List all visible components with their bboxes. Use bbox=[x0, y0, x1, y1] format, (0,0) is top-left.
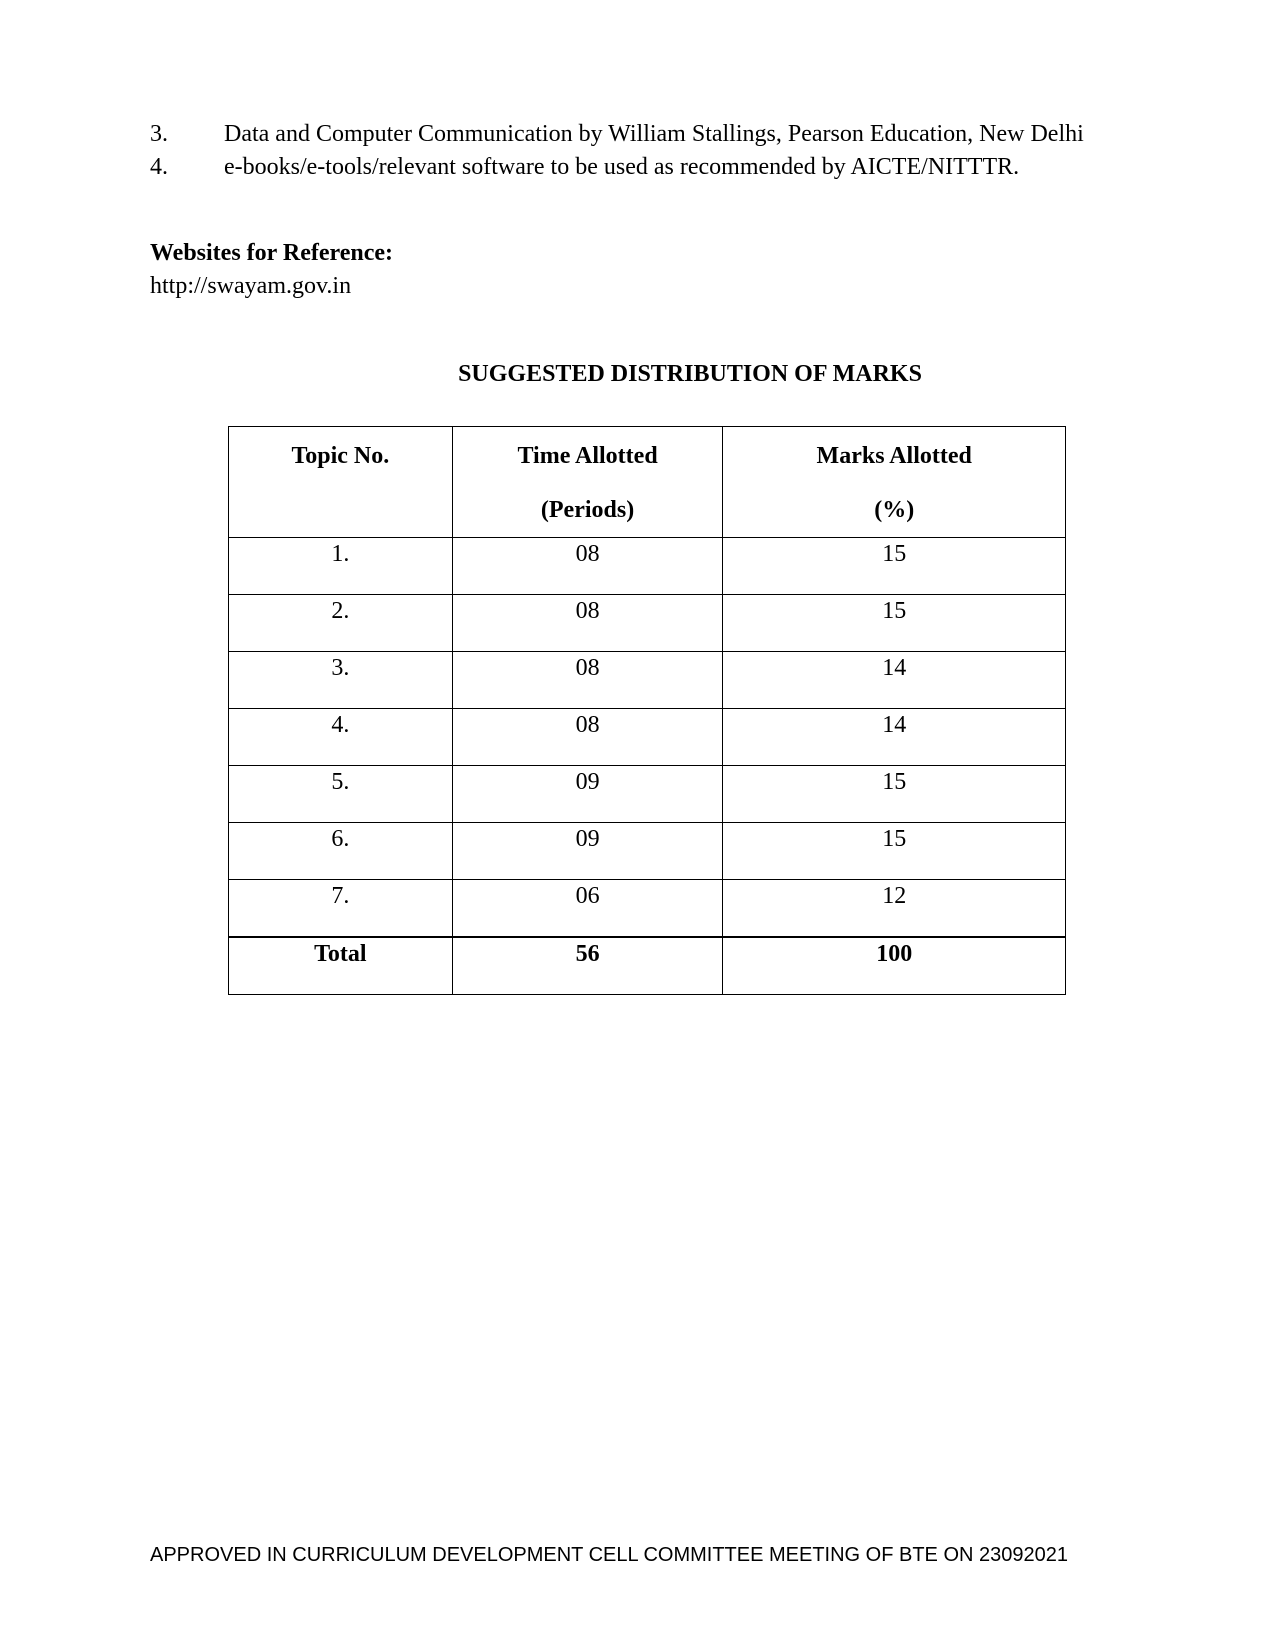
total-time: 56 bbox=[452, 937, 723, 995]
websites-heading: Websites for Reference: bbox=[150, 240, 394, 266]
cell-topic: 1. bbox=[229, 538, 453, 595]
cell-topic: 3. bbox=[229, 652, 453, 709]
header-line: Marks Allotted bbox=[816, 443, 972, 469]
table-row bbox=[229, 880, 1066, 938]
header-line: Time Allotted bbox=[517, 443, 658, 469]
header-topic-no bbox=[229, 427, 453, 538]
marks-distribution-table bbox=[228, 426, 1066, 995]
total-label: Total bbox=[229, 937, 453, 995]
cell-marks: 15 bbox=[723, 823, 1066, 880]
header-line: Topic No. bbox=[291, 443, 390, 469]
cell-time: 08 bbox=[452, 652, 723, 709]
cell-marks: 15 bbox=[723, 766, 1066, 823]
website-link[interactable]: http://swayam.gov.in bbox=[150, 273, 352, 299]
cell-marks: 12 bbox=[723, 880, 1066, 938]
header-line: (%) bbox=[874, 497, 915, 523]
table-row bbox=[229, 652, 1066, 709]
cell-marks: 15 bbox=[723, 595, 1066, 652]
cell-marks: 14 bbox=[723, 652, 1066, 709]
cell-time: 08 bbox=[452, 595, 723, 652]
reference-text: e-books/e-tools/relevant software to be used as recommended by AICTE/NITTTR. bbox=[224, 154, 1020, 180]
table-row bbox=[229, 538, 1066, 595]
total-marks: 100 bbox=[723, 937, 1066, 995]
reference-number: 3. bbox=[150, 121, 168, 147]
table-row bbox=[229, 595, 1066, 652]
table-header-row bbox=[229, 427, 1066, 538]
cell-time: 08 bbox=[452, 709, 723, 766]
reference-number: 4. bbox=[150, 154, 168, 180]
cell-topic: 6. bbox=[229, 823, 453, 880]
reference-item bbox=[150, 118, 1084, 151]
header-marks-allotted bbox=[723, 427, 1066, 538]
reference-list bbox=[150, 118, 1084, 184]
table-row bbox=[229, 766, 1066, 823]
cell-marks: 14 bbox=[723, 709, 1066, 766]
reference-text: Data and Computer Communication by William Stallings, Pearson Education, New Delhi bbox=[224, 121, 1084, 147]
reference-item bbox=[150, 151, 1084, 184]
cell-marks: 15 bbox=[723, 538, 1066, 595]
cell-topic: 2. bbox=[229, 595, 453, 652]
cell-topic: 4. bbox=[229, 709, 453, 766]
cell-time: 09 bbox=[452, 823, 723, 880]
table-row bbox=[229, 823, 1066, 880]
table-title: SUGGESTED DISTRIBUTION OF MARKS bbox=[458, 361, 922, 387]
header-time-allotted bbox=[452, 427, 723, 538]
table-row bbox=[229, 709, 1066, 766]
cell-topic: 7. bbox=[229, 880, 453, 938]
cell-topic: 5. bbox=[229, 766, 453, 823]
cell-time: 06 bbox=[452, 880, 723, 938]
header-line: (Periods) bbox=[540, 497, 635, 523]
cell-time: 09 bbox=[452, 766, 723, 823]
table-total-row bbox=[229, 937, 1066, 995]
cell-time: 08 bbox=[452, 538, 723, 595]
approval-footer: APPROVED IN CURRICULUM DEVELOPMENT CELL COMMITTEE MEETING OF BTE ON 23092021 bbox=[150, 1544, 1068, 1566]
